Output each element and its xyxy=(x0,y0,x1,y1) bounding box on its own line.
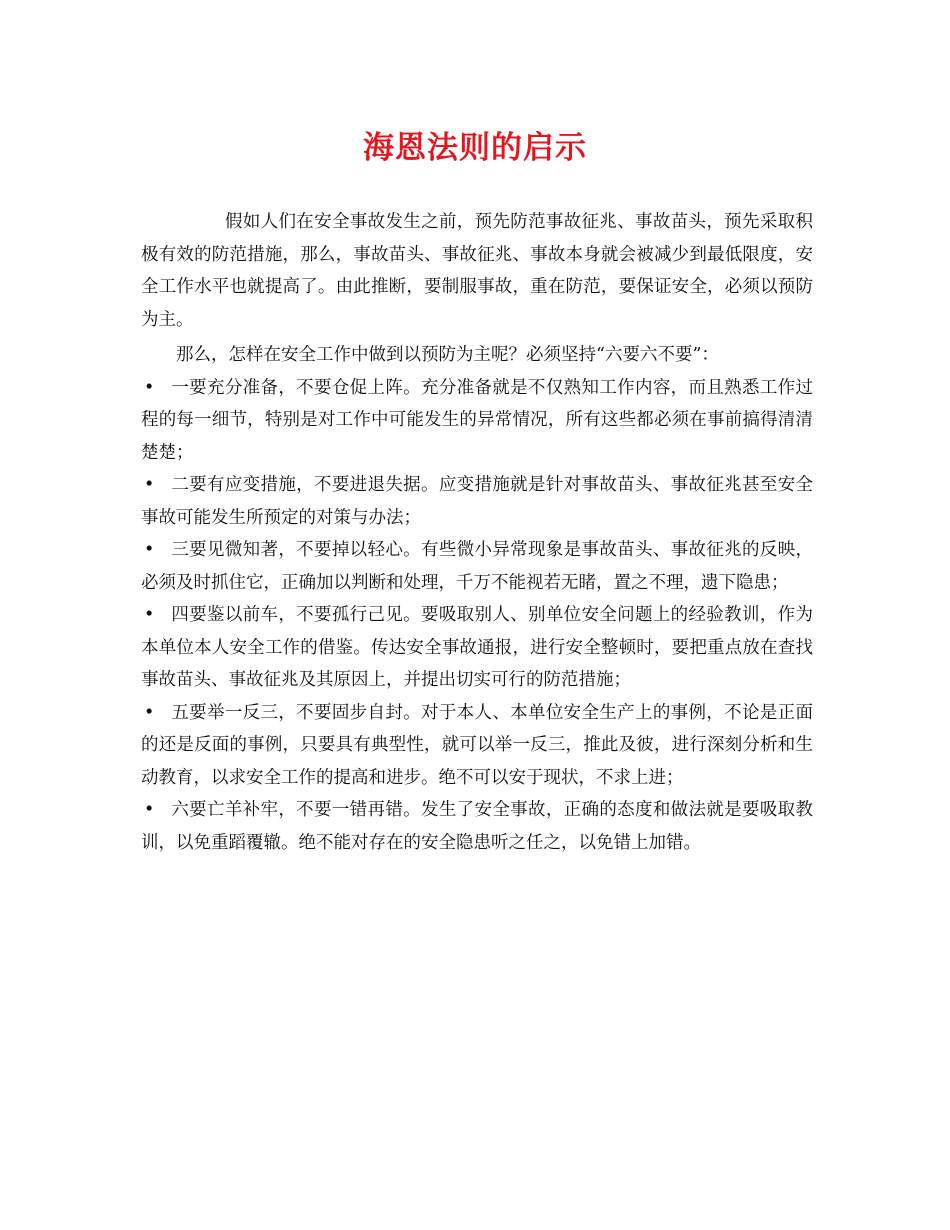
list-item-text: 二要有应变措施，不要进退失据。应变措施就是针对事故苗头、事故征兆甚至安全事故可能发生所预定的对策与办法； xyxy=(141,475,813,528)
list-item xyxy=(141,599,813,697)
document-body xyxy=(141,206,813,859)
list-item xyxy=(141,794,813,859)
document-title: 海恩法则的启示 xyxy=(363,130,587,166)
list-item-text: 一要充分准备，不要仓促上阵。充分准备就是不仅熟知工作内容，而且熟悉工作过程的每一细节，特别是对工作中可能发生的异常情况，所有这些都必须在事前搞得清清楚楚； xyxy=(141,377,813,463)
list-item xyxy=(141,469,813,534)
bullet-icon: • xyxy=(144,475,155,495)
bullet-icon: • xyxy=(144,377,155,398)
list-item-text: 四要鉴以前车，不要孤行己见。要吸取别人、别单位安全问题上的经验教训，作为本单位本人安全工作的借鉴。传达安全事故通报，进行安全整顿时，要把重点放在查找事故苗头、事故征兆及其原因上，并提出切实可行的防范措施； xyxy=(141,605,813,690)
list-item xyxy=(141,697,813,795)
bullet-icon: • xyxy=(144,702,155,723)
intro-paragraph: 假如人们在安全事故发生之前，预先防范事故征兆、事故苗头，预先采取积极有效的防范措施，那么，事故苗头、事故征兆、事故本身就会被减少到最低限度，安全工作水平也就提高了。由此推断，要制服事故，重在防范，要保证安全，必须以预防为主。 xyxy=(141,212,813,330)
bullet-icon: • xyxy=(144,800,155,820)
bullet-icon: • xyxy=(144,540,155,560)
list-item-text: 五要举一反三，不要固步自封。对于本人、本单位安全生产上的事例，不论是正面的还是反面的事例，只要具有典型性，就可以举一反三，推此及彼，进行深刻分析和生动教育，以求安全工作的提高和进步。绝不可以安于现状，不求上进； xyxy=(141,702,813,788)
list-item xyxy=(141,372,813,470)
lead-paragraph: 那么，怎样在安全工作中做到以预防为主呢？必须坚持“六要六不要”： xyxy=(176,345,719,365)
bullet-icon: • xyxy=(144,605,155,625)
list-item-text: 六要亡羊补牢，不要一错再错。发生了安全事故，正确的态度和做法就是要吸取教训，以免重蹈覆辙。绝不能对存在的安全隐患听之任之，以免错上加错。 xyxy=(141,800,813,853)
list-item xyxy=(141,534,813,599)
list-item-text: 三要见微知著，不要掉以轻心。有些微小异常现象是事故苗头、事故征兆的反映，必须及时抓住它，正确加以判断和处理，千万不能视若无睹，置之不理，遗下隐患； xyxy=(141,540,813,593)
